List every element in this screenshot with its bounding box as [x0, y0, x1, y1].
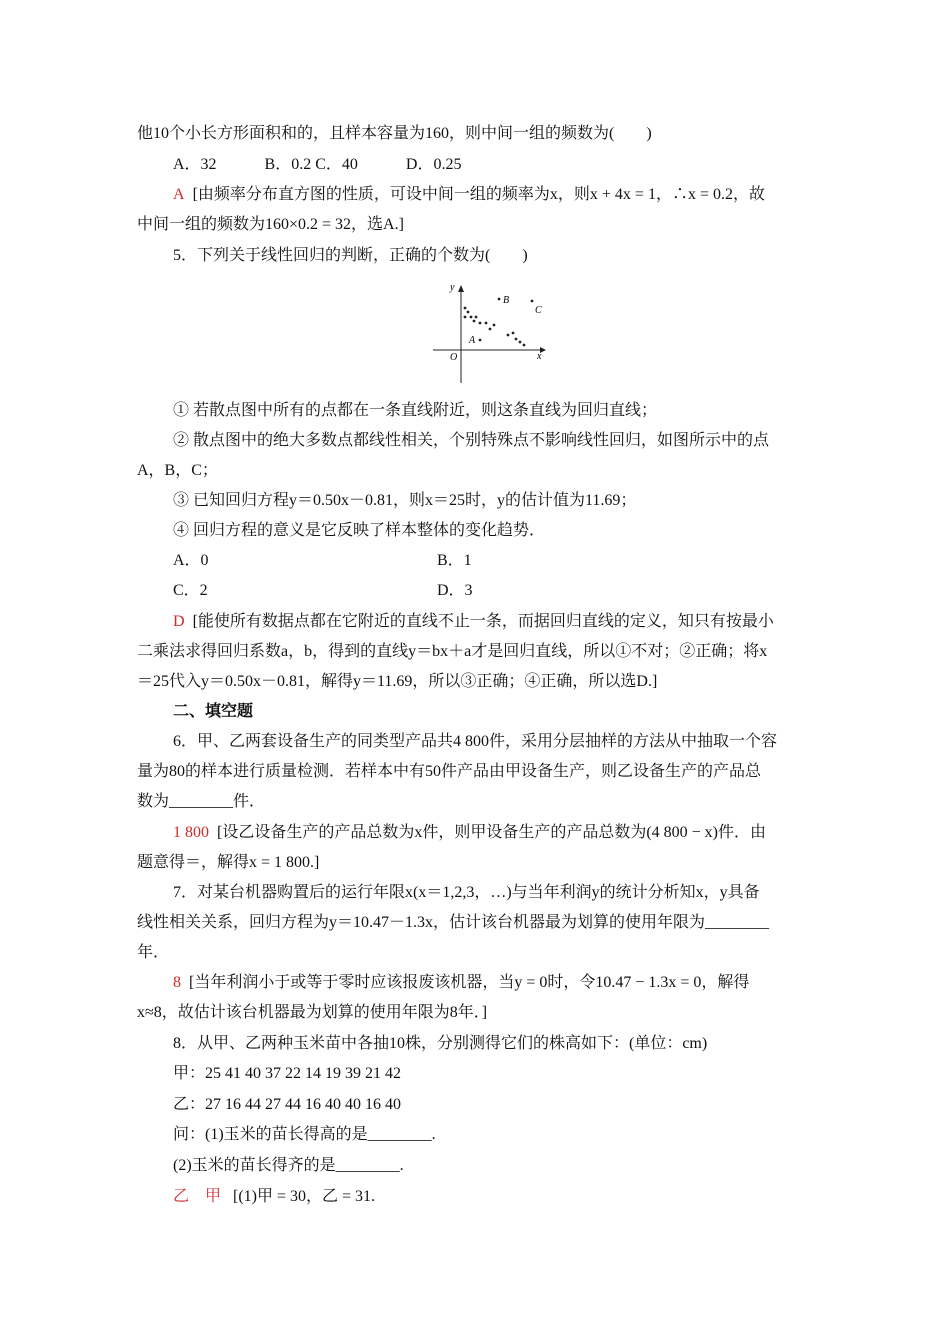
q6-line-2: 量为80的样本进行质量检测．若样本中有50件产品由甲设备生产，则乙设备生产的产品总 [137, 763, 762, 780]
scatter-point [475, 316, 478, 319]
q5-statement-4: ④ 回归方程的意义是它反映了样本整体的变化趋势． [173, 522, 546, 539]
scatter-point [485, 322, 488, 325]
q4-answer: A [173, 186, 185, 203]
scatter-point [464, 307, 467, 310]
q6-line-3: 数为________件． [137, 793, 266, 810]
q5-option-c: C．2 [173, 582, 208, 599]
q5-statement-2a: ② 散点图中的绝大多数点都线性相关，个别特殊点不影响线性回归，如图所示中的点 [173, 432, 770, 449]
q4-answer-line [173, 184, 765, 206]
q6-line-1: 6．甲、乙两套设备生产的同类型产品共4 800件，采用分层抽样的方法从中抽取一个容 [173, 733, 778, 750]
q5-explanation-2: 二乘法求得回归系数a，b，得到的直线y＝bx＋a才是回归直线，所以①不对；②正确；将x [137, 643, 768, 660]
scatter-point [473, 320, 476, 323]
scatter-point [489, 328, 492, 331]
scatter-point [470, 316, 473, 319]
q6-explanation-2: 题意得＝，解得x = 1 800.] [137, 854, 320, 871]
scatter-point [512, 332, 515, 335]
q4-explanation-2: 中间一组的频数为160×0.2 = 32，选A.] [137, 216, 404, 233]
q4-explanation-1: [由频率分布直方图的性质，可设中间一组的频率为x，则x + 4x = 1，∴x = 0.2，故 [192, 186, 765, 203]
q8-question-2: (2)玉米的苗长得齐的是________. [173, 1157, 404, 1174]
q5-answer-line [173, 611, 774, 633]
scatter-point [523, 344, 526, 347]
origin-label: O [450, 352, 458, 363]
scatter-point [493, 324, 496, 327]
scatter-point [515, 338, 518, 341]
q8-data-yi: 乙：27 16 44 27 44 16 40 40 16 40 [173, 1096, 402, 1113]
q7-line-2: 线性相关关系，回归方程为y＝10.47－1.3x，估计该台机器最为划算的使用年限为________ [137, 914, 770, 931]
point-b-label: B [503, 295, 510, 306]
section-heading: 二、填空题 [173, 703, 254, 720]
scatter-plot-figure [428, 280, 552, 388]
scatter-point [464, 316, 467, 319]
point-a-label: A [469, 335, 476, 346]
q7-explanation-2: x≈8，故估计该台机器最为划算的使用年限为8年．] [137, 1004, 488, 1021]
q7-answer-line [173, 972, 749, 994]
q5-explanation-3: ＝25代入y＝0.50x－0.81，解得y＝11.69，所以③正确；④正确，所以选D.] [137, 673, 658, 690]
q8-line-1: 8．从甲、乙两种玉米苗中各抽10株，分别测得它们的株高如下：(单位：cm) [173, 1035, 708, 1052]
q7-line-1: 7．对某台机器购置后的运行年限x(x＝1,2,3，…)与当年利润y的统计分析知x，y具备 [173, 884, 760, 901]
point-c-label: C [535, 305, 542, 316]
scatter-point [507, 334, 510, 337]
q8-answer: 乙 甲 [173, 1188, 222, 1205]
q7-line-3: 年． [137, 944, 170, 961]
q5-option-a: A．0 [173, 552, 209, 569]
scatter-point [519, 341, 522, 344]
q4-options: A．32 B．0.2 C．40 D．0.25 [173, 156, 462, 173]
outlier-point-c [531, 300, 534, 303]
q8-explanation: [(1)甲 = 30，乙 = 31. [233, 1188, 376, 1205]
q7-answer: 8 [173, 974, 181, 991]
scatter-point [467, 311, 470, 314]
q6-explanation-1: [设乙设备生产的产品总数为x件，则甲设备生产的产品总数为(4 800 − x)件．由 [217, 824, 767, 841]
q6-answer-line [173, 822, 766, 844]
q5-option-d: D．3 [437, 582, 473, 599]
scatter-point [479, 322, 482, 325]
q5-option-b: B．1 [437, 552, 472, 569]
q5-explanation-1: [能使所有数据点都在它附近的直线不止一条，而据回归直线的定义，知只有按最小 [192, 613, 774, 630]
q8-question-1: 问：(1)玉米的苗长得高的是________. [173, 1126, 436, 1143]
x-axis-label: x [537, 351, 542, 362]
q6-answer: 1 800 [173, 824, 209, 841]
q5-answer: D [173, 613, 185, 630]
y-axis-arrow [458, 285, 464, 292]
q5-statement-3: ③ 已知回归方程y＝0.50x－0.81，则x＝25时，y的估计值为11.69； [173, 492, 637, 509]
outlier-point-a [479, 339, 482, 342]
y-axis-label: y [450, 282, 455, 293]
q5-stem: 5．下列关于线性回归的判断，正确的个数为( ) [173, 247, 528, 264]
q5-statement-1: ① 若散点图中所有的点都在一条直线附近，则这条直线为回归直线； [173, 402, 658, 419]
outlier-point-b [498, 298, 501, 301]
q5-statement-2b: A，B，C； [137, 462, 218, 479]
q7-explanation-1: [当年利润小于或等于零时应该报废该机器，当y = 0时，令10.47 − 1.3x = 0，解得 [189, 974, 750, 991]
q8-data-jia: 甲：25 41 40 37 22 14 19 39 21 42 [173, 1065, 402, 1082]
q8-answer-line [173, 1186, 375, 1208]
q4-continuation: 他10个小长方形面积和的，且样本容量为160，则中间一组的频数为( ) [137, 125, 652, 142]
